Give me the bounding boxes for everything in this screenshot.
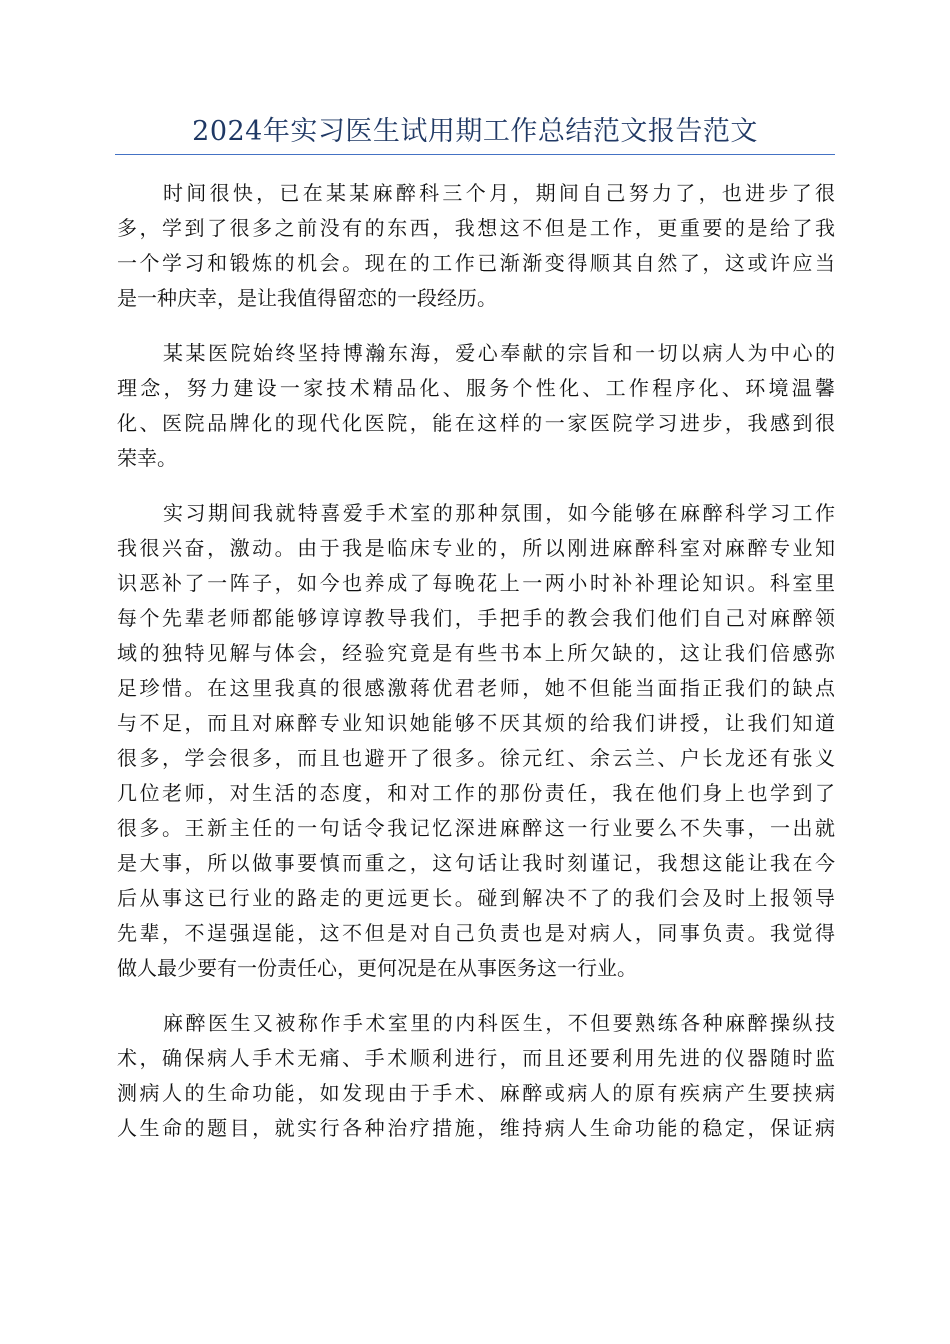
text-line: 是大事，所以做事要慎而重之，这句话让我时刻谨记，我想这能让我在今	[117, 851, 835, 875]
text-line: 我很兴奋，激动。由于我是临床专业的，所以刚进麻醉科室对麻醉专业知	[117, 536, 835, 560]
paragraph-4	[117, 1006, 835, 1146]
text-line: 做人最少要有一份责任心，更何况是在从事医务这一行业。	[117, 956, 637, 980]
text-line: 足珍惜。在这里我真的很感激蒋优君老师，她不但能当面指正我们的缺点	[117, 676, 835, 700]
paragraph-2	[117, 336, 835, 476]
text-line: 理念，努力建设一家技术精品化、服务个性化、工作程序化、环境温馨	[117, 376, 835, 400]
text-line: 很多，学会很多，而且也避开了很多。徐元红、余云兰、户长龙还有张义	[117, 746, 835, 770]
text-line: 麻醉医生又被称作手术室里的内科医生，不但要熟练各种麻醉操纵技	[163, 1011, 835, 1035]
text-line: 域的独特见解与体会，经验究竟是有些书本上所欠缺的，这让我们倍感弥	[117, 641, 835, 665]
text-line: 很多。王新主任的一句话令我记忆深进麻醉这一行业要么不失事，一出就	[117, 816, 835, 840]
title-underline	[115, 154, 835, 155]
text-line: 一个学习和锻炼的机会。现在的工作已渐渐变得顺其自然了，这或许应当	[117, 251, 835, 275]
text-line: 先辈，不逞强逞能，这不但是对自己负责也是对病人，同事负责。我觉得	[117, 921, 835, 945]
text-line: 时间很快，已在某某麻醉科三个月，期间自己努力了，也进步了很	[163, 181, 835, 205]
text-line: 几位老师，对生活的态度，和对工作的那份责任，我在他们身上也学到了	[117, 781, 835, 805]
text-line: 实习期间我就特喜爱手术室的那种氛围，如今能够在麻醉科学习工作	[163, 501, 835, 525]
text-line: 每个先辈老师都能够谆谆教导我们，手把手的教会我们他们自己对麻醉领	[117, 606, 835, 630]
text-line: 测病人的生命功能，如发现由于手术、麻醉或病人的原有疾病产生要挟病	[117, 1081, 835, 1105]
text-line: 人生命的题目，就实行各种治疗措施，维持病人生命功能的稳定，保证病	[117, 1116, 835, 1140]
text-line: 识恶补了一阵子，如今也养成了每晚花上一两小时补补理论知识。科室里	[117, 571, 835, 595]
text-line: 术，确保病人手术无痛、手术顺利进行，而且还要利用先进的仪器随时监	[117, 1046, 835, 1070]
text-line: 荣幸。	[117, 446, 177, 470]
text-line: 多，学到了很多之前没有的东西，我想这不但是工作，更重要的是给了我	[117, 216, 835, 240]
paragraph-3	[117, 496, 835, 986]
text-line: 某某医院始终坚持博瀚东海，爱心奉献的宗旨和一切以病人为中心的	[163, 341, 835, 365]
document-title: 2024年实习医生试用期工作总结范文报告范文	[192, 116, 758, 147]
text-line: 与不足，而且对麻醉专业知识她能够不厌其烦的给我们讲授，让我们知道	[117, 711, 835, 735]
text-line: 是一种庆幸，是让我值得留恋的一段经历。	[117, 286, 497, 310]
paragraph-1	[117, 176, 835, 316]
text-line: 后从事这已行业的路走的更远更长。碰到解决不了的我们会及时上报领导	[117, 886, 835, 910]
text-line: 化、医院品牌化的现代化医院，能在这样的一家医院学习进步，我感到很	[117, 411, 835, 435]
document-body	[117, 176, 835, 1166]
